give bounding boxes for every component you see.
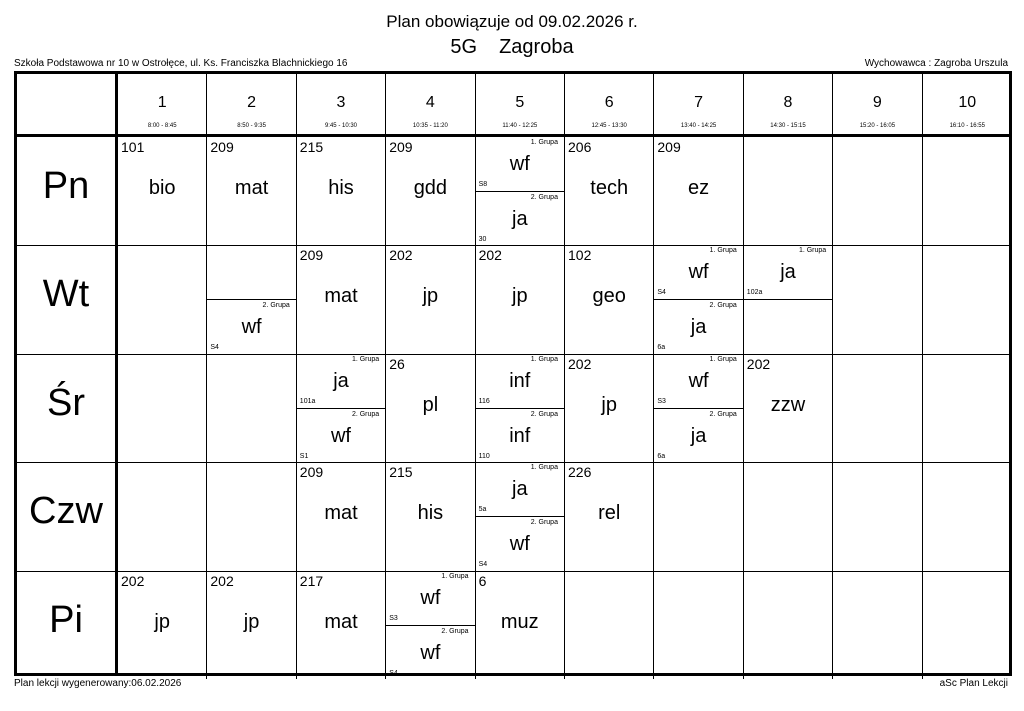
subject-name: muz <box>500 610 539 633</box>
group-label: 1. Grupa <box>709 355 737 363</box>
lesson-cell <box>744 245 833 353</box>
room-number: 202 <box>121 572 145 589</box>
subject-name: inf <box>509 424 531 447</box>
room-number: 209 <box>210 139 234 155</box>
school-name: Szkoła Podstawowa nr 10 w Ostrołęce, ul. Ks. Franciszka Blachnickiego 16 <box>14 58 348 69</box>
lesson-cell <box>476 245 565 353</box>
group-slot <box>476 137 564 190</box>
group-slot <box>207 299 295 353</box>
subject-name: wf <box>420 641 441 664</box>
period-number: 4 <box>425 94 435 111</box>
room-number: 215 <box>299 139 324 155</box>
room-number: S4 <box>210 344 219 352</box>
room-number: 102a <box>746 289 763 297</box>
lesson-cell <box>207 245 296 353</box>
day-label: Śr <box>47 381 85 424</box>
subject-name: inf <box>509 369 531 392</box>
subject-name: his <box>328 177 354 199</box>
room-number: 202 <box>478 247 502 264</box>
room-number: 26 <box>389 355 405 372</box>
subject-name: wf <box>420 586 441 609</box>
room-number: S1 <box>299 452 309 460</box>
empty-cell <box>207 354 296 462</box>
group-slot <box>744 245 832 298</box>
period-header <box>386 74 475 134</box>
day-label: Pi <box>49 598 83 641</box>
empty-cell <box>744 137 833 245</box>
subject-name: mat <box>324 285 358 308</box>
lesson-cell <box>118 137 207 245</box>
subject-name: pl <box>422 393 439 416</box>
period-time: 12:45 - 13:30 <box>591 123 627 129</box>
room-number: 215 <box>389 464 413 481</box>
period-header <box>118 74 207 134</box>
lesson-cell <box>476 137 565 245</box>
plan-title: Plan obowiązuje od 09.02.2026 r. <box>386 12 638 31</box>
empty-cell <box>833 571 922 679</box>
subject-name: jp <box>422 285 439 308</box>
group-slot <box>476 408 564 462</box>
subject-name: bio <box>148 177 176 199</box>
period-header <box>744 74 833 134</box>
subject-name: wf <box>688 261 709 284</box>
lesson-cell <box>654 245 743 353</box>
empty-cell <box>923 137 1012 245</box>
empty-cell <box>833 137 922 245</box>
subject-name: ja <box>690 316 707 339</box>
period-number: 3 <box>336 94 346 111</box>
subject-name: jp <box>243 610 260 633</box>
room-number: 209 <box>389 139 413 155</box>
empty-cell <box>923 571 1012 679</box>
room-number: S4 <box>657 289 666 297</box>
subject-name: jp <box>154 610 170 633</box>
group-label: 1. Grupa <box>351 355 380 363</box>
room-number: S4 <box>389 669 398 677</box>
subject-name: gdd <box>413 177 448 199</box>
room-number: 6a <box>657 452 666 460</box>
lesson-cell <box>297 571 386 679</box>
day-label: Czw <box>29 490 103 533</box>
room-number: 110 <box>478 452 490 460</box>
lesson-cell <box>297 137 386 245</box>
subject-name: wf <box>241 316 262 339</box>
room-number: 209 <box>657 139 681 155</box>
period-header <box>565 74 654 134</box>
room-number: 30 <box>478 236 487 243</box>
room-number: 226 <box>568 464 592 481</box>
lesson-cell <box>565 462 654 570</box>
period-time: 16:10 - 16:55 <box>949 123 985 129</box>
empty-cell <box>923 462 1012 570</box>
day-label: Pn <box>42 165 90 207</box>
lesson-cell <box>565 354 654 462</box>
period-header <box>476 74 565 134</box>
period-number: 10 <box>958 94 977 111</box>
subject-name: ja <box>512 478 528 501</box>
period-time: 9:45 - 10:30 <box>324 123 357 129</box>
empty-cell <box>923 354 1012 462</box>
lesson-cell <box>386 571 475 679</box>
room-number: 217 <box>299 572 324 589</box>
empty-cell <box>833 245 922 353</box>
period-time: 15:20 - 16:05 <box>859 123 896 129</box>
period-number: 7 <box>694 94 704 111</box>
group-label: 2. Grupa <box>351 410 380 418</box>
empty-cell <box>118 462 207 570</box>
group-label: 2. Grupa <box>441 627 469 635</box>
room-number: 209 <box>299 464 324 481</box>
room-number: 101a <box>299 397 316 405</box>
lesson-cell <box>386 245 475 353</box>
subject-name: ja <box>780 261 796 284</box>
room-number: 5a <box>478 506 487 514</box>
class-heading <box>0 36 1024 59</box>
room-number: S3 <box>389 614 398 622</box>
room-number: 102 <box>568 247 592 264</box>
homeroom-teacher: Wychowawca : Zagroba Urszula <box>864 58 1008 69</box>
room-number: 202 <box>210 572 234 589</box>
lesson-cell <box>207 137 296 245</box>
room-number: 116 <box>478 397 490 405</box>
subject-name: zzw <box>770 393 806 416</box>
subject-name: wf <box>509 153 530 175</box>
subject-name: mat <box>234 177 269 199</box>
room-number: 101 <box>121 139 145 155</box>
lesson-cell <box>654 137 743 245</box>
room-number: S3 <box>657 397 666 405</box>
group-slot <box>654 408 742 462</box>
lesson-cell <box>476 571 565 679</box>
period-time: 11:40 - 12:25 <box>502 123 538 129</box>
timetable-grid <box>14 71 1012 676</box>
period-header <box>297 74 386 134</box>
room-number: 206 <box>568 139 592 155</box>
empty-cell <box>118 245 207 353</box>
period-header <box>654 74 743 134</box>
empty-cell <box>923 245 1012 353</box>
group-label: 1. Grupa <box>530 355 558 363</box>
group-slot <box>386 625 474 679</box>
room-number: S4 <box>478 561 488 569</box>
group-label: 1. Grupa <box>530 464 558 472</box>
room-number: 202 <box>568 355 592 372</box>
period-header <box>833 74 922 134</box>
period-number: 5 <box>515 94 525 111</box>
lesson-cell <box>565 245 654 353</box>
group-slot <box>386 571 474 624</box>
period-number: 1 <box>157 94 167 111</box>
lesson-cell <box>744 354 833 462</box>
period-time: 8:50 - 9:35 <box>237 123 266 129</box>
group-slot <box>297 354 385 407</box>
generated-date: Plan lekcji wygenerowany:06.02.2026 <box>14 678 182 689</box>
group-label: 2. Grupa <box>530 410 558 418</box>
empty-cell <box>118 354 207 462</box>
period-header <box>207 74 296 134</box>
group-label: 2. Grupa <box>709 302 737 310</box>
subject-name: ja <box>512 208 528 230</box>
subject-name: tech <box>590 177 629 199</box>
period-number: 2 <box>247 94 257 111</box>
lesson-cell <box>565 137 654 245</box>
group-label: 2. Grupa <box>530 519 558 527</box>
group-slot <box>207 245 295 298</box>
subject-name: wf <box>330 424 351 447</box>
group-slot <box>476 354 564 407</box>
class-name: 5G <box>450 36 478 58</box>
group-label: 1. Grupa <box>798 247 827 255</box>
empty-cell <box>833 354 922 462</box>
lesson-cell <box>476 462 565 570</box>
lesson-cell <box>386 462 475 570</box>
lesson-cell <box>297 354 386 462</box>
lesson-cell <box>118 571 207 679</box>
room-number: 202 <box>389 247 413 264</box>
group-label: 2. Grupa <box>530 194 558 201</box>
subject-name: his <box>417 502 444 525</box>
room-number: 6 <box>478 572 487 589</box>
period-time: 13:40 - 14:25 <box>680 123 717 129</box>
class-teacher-short: Zagroba <box>499 36 574 58</box>
period-number: 8 <box>783 94 793 111</box>
app-name: aSc Plan Lekcji <box>939 678 1008 689</box>
room-number: 209 <box>299 247 324 264</box>
period-time: 14:30 - 15:15 <box>770 123 806 129</box>
subject-name: ja <box>690 424 707 447</box>
subject-name: ja <box>333 369 349 392</box>
lesson-cell <box>207 571 296 679</box>
subject-name: wf <box>509 533 530 556</box>
empty-cell <box>654 462 743 570</box>
group-label: 1. Grupa <box>530 139 558 146</box>
empty-cell <box>744 462 833 570</box>
lesson-cell <box>297 245 386 353</box>
subject-name: ez <box>688 177 710 199</box>
period-header <box>923 74 1012 134</box>
group-label: 2. Grupa <box>709 410 737 418</box>
group-slot <box>654 354 742 407</box>
group-slot <box>476 191 564 245</box>
group-label: 2. Grupa <box>262 302 290 310</box>
lesson-cell <box>654 354 743 462</box>
lesson-cell <box>386 137 475 245</box>
period-time: 10:35 - 11:20 <box>412 123 448 129</box>
subject-name: mat <box>324 502 358 525</box>
subject-name: mat <box>324 610 358 633</box>
day-label: Wt <box>42 273 90 316</box>
room-number: 6a <box>657 344 666 352</box>
subject-name: rel <box>598 502 621 525</box>
lesson-cell <box>297 462 386 570</box>
group-slot <box>744 299 832 353</box>
group-slot <box>654 245 742 298</box>
empty-cell <box>565 571 654 679</box>
empty-cell <box>654 571 743 679</box>
group-slot <box>476 462 564 515</box>
room-number: 202 <box>746 355 771 372</box>
empty-cell <box>207 462 296 570</box>
period-number: 9 <box>872 94 882 111</box>
group-slot <box>654 299 742 353</box>
period-time: 8:00 - 8:45 <box>147 123 177 129</box>
subject-name: geo <box>592 285 626 308</box>
empty-cell <box>833 462 922 570</box>
subject-name: jp <box>512 285 528 308</box>
empty-cell <box>744 571 833 679</box>
lesson-cell <box>386 354 475 462</box>
lesson-cell <box>476 354 565 462</box>
group-slot <box>476 516 564 570</box>
room-number: S8 <box>478 181 488 188</box>
group-label: 1. Grupa <box>441 572 469 580</box>
period-number: 6 <box>604 94 614 111</box>
subject-name: wf <box>688 369 709 392</box>
group-slot <box>297 408 385 462</box>
group-label: 1. Grupa <box>709 247 737 255</box>
subject-name: jp <box>601 393 617 416</box>
